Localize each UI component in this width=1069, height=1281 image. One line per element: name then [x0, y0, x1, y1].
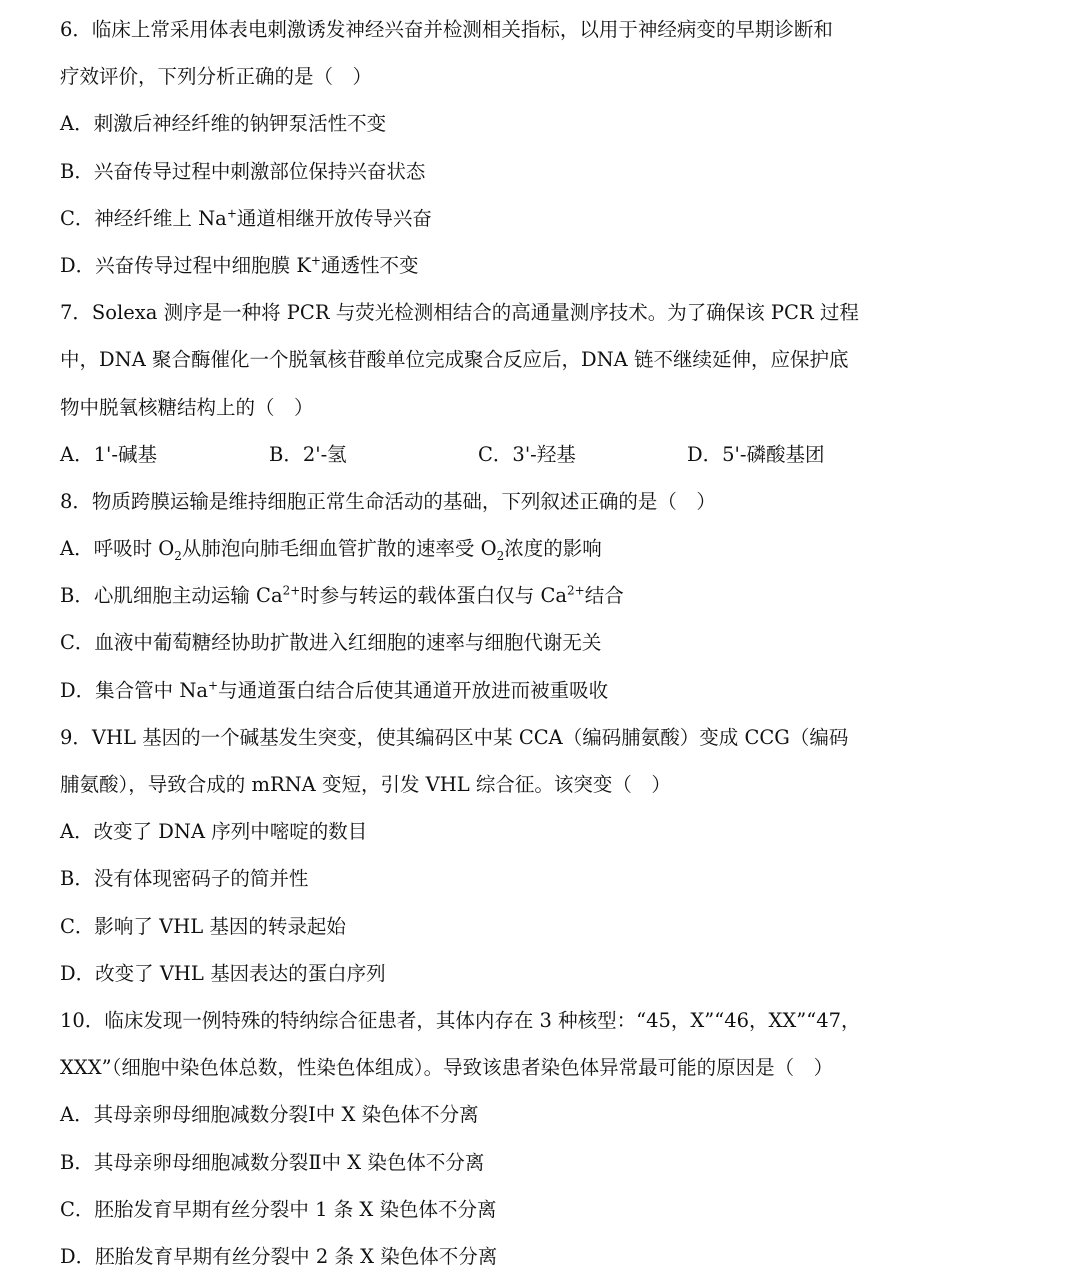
ion-charge-superscript: 2+	[567, 583, 585, 598]
option-text: 与通道蛋白结合后使其通道开放进而被重吸收	[218, 678, 609, 702]
question-7-option-d: D．5'-磷酸基团	[687, 442, 825, 466]
question-6-option-d	[60, 242, 1050, 289]
question-10-stem-line-2: XXX”（细胞中染色体总数，性染色体组成）。导致该患者染色体异常最可能的原因是（ ）	[60, 1056, 834, 1080]
question-6-stem-line-2: 疗效评价，下列分析正确的是（ ）	[60, 65, 373, 89]
option-text: 时参与转运的载体蛋白仅与 Ca	[300, 584, 568, 608]
question-9-stem-line-2: 脯氨酸），导致合成的 mRNA 变短，引发 VHL 综合征。该突变（ ）	[60, 773, 671, 796]
subscript: 2	[496, 548, 505, 563]
question-7-stem-line-3: 物中脱氧核糖结构上的（ ）	[60, 395, 314, 419]
question-8-option-a	[60, 525, 1050, 572]
question-6-stem-line-1: 6．临床上常采用体表电刺激诱发神经兴奋并检测相关指标，以用于神经病变的早期诊断和	[60, 18, 833, 41]
question-9-option-c: C．影响了 VHL 基因的转录起始	[60, 914, 346, 938]
option-text: D．集合管中 Na	[60, 678, 209, 702]
question-9-option-b: B．没有体现密码子的简并性	[60, 867, 309, 891]
question-6-option-b: B．兴奋传导过程中刺激部位保持兴奋状态	[60, 159, 426, 183]
question-10-option-a: A．其母亲卵母细胞减数分裂Ⅰ中 X 染色体不分离	[60, 1103, 479, 1127]
question-8-option-d	[60, 667, 1050, 714]
question-10-option-d: D．胚胎发育早期有丝分裂中 2 条 X 染色体不分离	[60, 1244, 498, 1268]
question-8-option-c: C．血液中葡萄糖经协助扩散进入红细胞的速率与细胞代谢无关	[60, 631, 602, 655]
question-7-stem-line-1: 7．Solexa 测序是一种将 PCR 与荧光检测相结合的高通量测序技术。为了确保该 PCR 过程	[60, 301, 859, 325]
question-9-stem-line-1: 9．VHL 基因的一个碱基发生突变，使其编码区中某 CCA（编码脯氨酸）变成 CCG（编码	[60, 725, 849, 749]
question-8-option-b	[60, 572, 1050, 619]
option-text: 从肺泡向肺毛细血管扩散的速率受 O	[181, 537, 497, 561]
question-6-option-a: A．刺激后神经纤维的钠钾泵活性不变	[60, 112, 387, 136]
option-text: 浓度的影响	[504, 537, 602, 561]
question-7-options-row	[60, 431, 1050, 478]
question-7-option-b: B．2'-氢	[269, 442, 347, 466]
question-10-stem-line-1: 10．临床发现一例特殊的特纳综合征患者，其体内存在 3 种核型：“45，X”“46，XX”“47，	[60, 1008, 861, 1032]
ion-charge-superscript: +	[310, 253, 321, 268]
option-text: C．神经纤维上 Na	[60, 206, 227, 230]
subscript: 2	[174, 548, 182, 563]
document-page	[60, 6, 1050, 1280]
question-7-stem-line-2: 中，DNA 聚合酶催化一个脱氧核苷酸单位完成聚合反应后，DNA 链不继续延伸，应保护底	[60, 348, 849, 372]
option-text: 结合	[584, 584, 624, 608]
ion-charge-superscript: +	[208, 678, 219, 693]
option-text: A．呼吸时 O	[60, 537, 175, 561]
question-8-stem-line-1: 8．物质跨膜运输是维持细胞正常生命活动的基础，下列叙述正确的是（ ）	[60, 489, 716, 513]
option-text: 通透性不变	[320, 253, 419, 277]
question-9-option-a: A．改变了 DNA 序列中嘧啶的数目	[60, 820, 368, 844]
option-text: B．心肌细胞主动运输 Ca	[60, 584, 283, 608]
option-text: D．兴奋传导过程中细胞膜 K	[60, 253, 311, 277]
ion-charge-superscript: +	[226, 206, 237, 221]
question-10-option-b: B．其母亲卵母细胞减数分裂Ⅱ中 X 染色体不分离	[60, 1150, 485, 1174]
question-9-option-d: D．改变了 VHL 基因表达的蛋白序列	[60, 961, 386, 985]
question-7-option-a: A．1'-碱基	[60, 442, 157, 466]
ion-charge-superscript: 2+	[282, 583, 301, 598]
question-10-option-c: C．胚胎发育早期有丝分裂中 1 条 X 染色体不分离	[60, 1197, 497, 1221]
question-6-option-c	[60, 195, 1050, 242]
option-text: 通道相继开放传导兴奋	[236, 206, 432, 230]
question-7-option-c: C．3'-羟基	[478, 442, 576, 466]
